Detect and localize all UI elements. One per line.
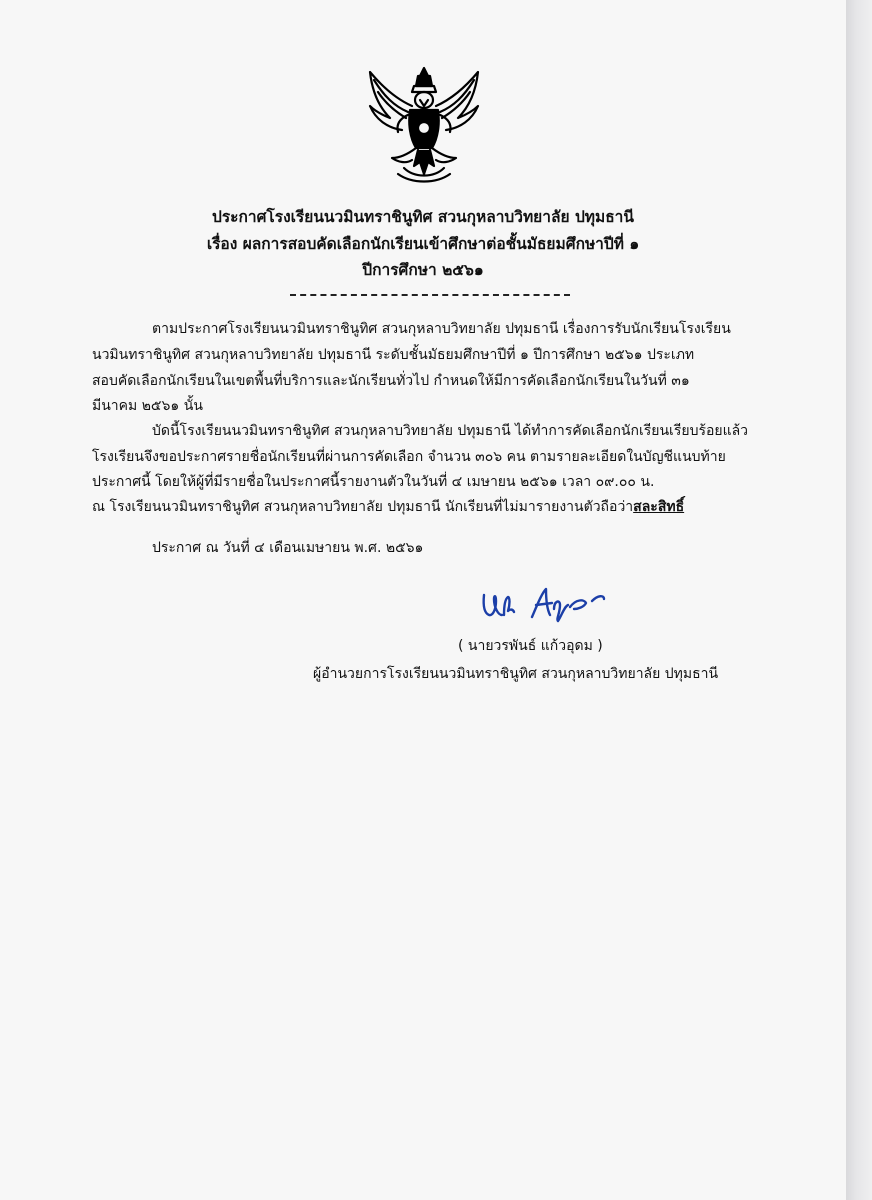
body-line-text: ณ โรงเรียนนวมินทราชินูทิศ สวนกุหลาบวิทยาลัย ปทุมธานี นักเรียนที่ไม่มารายงานตัวถือว่า [92, 499, 634, 515]
body-line: โรงเรียนจึงขอประกาศรายชื่อนักเรียนที่ผ่านการคัดเลือก จำนวน ๓๐๖ คน ตามรายละเอียดในบัญชีแนบท้าย [92, 449, 726, 465]
body-line: บัดนี้โรงเรียนนวมินทราชินูทิศ สวนกุหลาบวิทยาลัย ปทุมธานี ได้ทำการคัดเลือกนักเรียนเรียบร้อยแล้ว [152, 423, 749, 439]
body-line: ประกาศนี้ โดยให้ผู้ที่มีรายชื่อในประกาศนี้รายงานตัวในวันที่ ๔ เมษายน ๒๕๖๑ เวลา ๐๙.๐๐ น. [92, 474, 655, 490]
body-line: มีนาคม ๒๕๖๑ นั้น [92, 398, 203, 414]
scan-edge [846, 0, 872, 1200]
dashed-divider [290, 294, 570, 296]
academic-year: ปีการศึกษา ๒๕๖๑ [362, 261, 484, 279]
announcement-title: ประกาศโรงเรียนนวมินทราชินูทิศ สวนกุหลาบวิทยาลัย ปทุมธานี [212, 208, 634, 226]
body-line: สอบคัดเลือกนักเรียนในเขตพื้นที่บริการและนักเรียนทั่วไป กำหนดให้มีการคัดเลือกนักเรียนในวันที่ ๓๑ [92, 373, 690, 389]
body-line: นวมินทราชินูทิศ สวนกุหลาบวิทยาลัย ปทุมธานี ระดับชั้นมัธยมศึกษาปีที่ ๑ ปีการศึกษา ๒๕๖๑ ประเภท [92, 347, 695, 363]
garuda-emblem-icon [364, 62, 484, 188]
body-line: ตามประกาศโรงเรียนนวมินทราชินูทิศ สวนกุหลาบวิทยาลัย ปทุมธานี เรื่องการรับนักเรียนโรงเรียน [152, 321, 731, 337]
signature-image [480, 585, 620, 625]
signatory-name: ( นายวรพันธ์ แก้วอุดม ) [458, 638, 603, 654]
signatory-position: ผู้อำนวยการโรงเรียนนวมินทราชินูทิศ สวนกุหลาบวิทยาลัย ปทุมธานี [313, 666, 719, 682]
announcement-date: ประกาศ ณ วันที่ ๔ เดือนเมษายน พ.ศ. ๒๕๖๑ [152, 540, 424, 556]
body-line [92, 497, 684, 517]
announcement-subject: เรื่อง ผลการสอบคัดเลือกนักเรียนเข้าศึกษาต่อชั้นมัธยมศึกษาปีที่ ๑ [206, 235, 640, 253]
forfeit-notice: สละสิทธิ์ [633, 499, 685, 515]
